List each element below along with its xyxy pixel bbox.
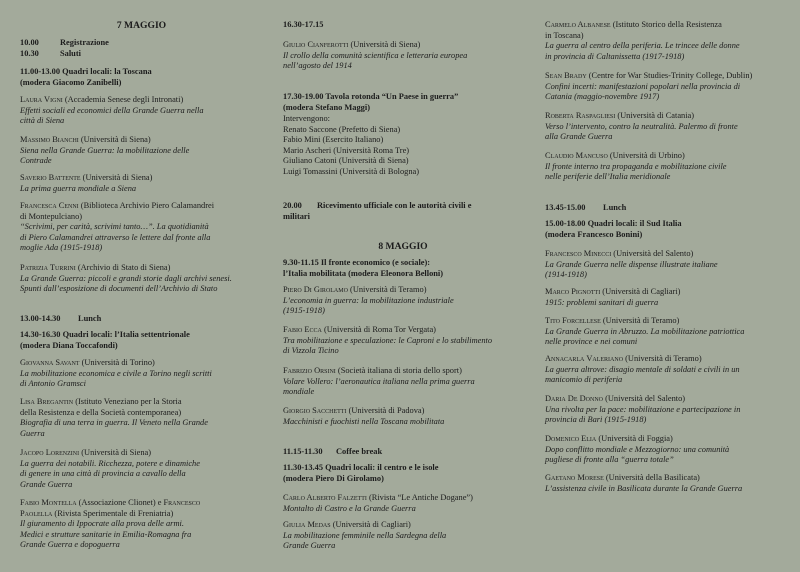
speaker-name: Fabio Ecca	[283, 325, 322, 334]
talk-entry	[283, 325, 523, 357]
speaker-affiliation: (Università di Siena)	[79, 448, 152, 457]
panel-list	[283, 114, 523, 178]
speaker-affiliation: di Montepulciano)	[20, 211, 83, 221]
talk-entry	[283, 520, 523, 552]
talk-entry	[20, 201, 263, 254]
speaker-name: Lisa Bregantin	[20, 397, 74, 406]
speaker-name: Saverio Battente	[20, 173, 81, 182]
talk-title-line: Il giuramento di Ippocrate alla prova delle armi.	[20, 519, 184, 528]
speaker-name: Gaetano Morese	[545, 473, 604, 482]
schedule-label: Ricevimento ufficiale con le autorità civili e	[317, 201, 472, 210]
schedule-time: 11.15-11.30	[283, 447, 323, 456]
talk-title-line: Verso l’intervento, contro la neutralità. Palermo di fronte	[545, 121, 738, 131]
session-heading-toscana	[20, 67, 263, 88]
session-moderator: (modera Diana Toccafondi)	[20, 340, 118, 350]
talk-entry	[20, 135, 263, 167]
talk-title-line: in provincia di Caltanissetta (1917-1918)	[545, 51, 685, 61]
speaker-name: Claudio Mancuso	[545, 151, 608, 160]
talk-title-line: L’economia in guerra: la mobilitazione industriale	[283, 295, 454, 305]
talk-entry	[545, 71, 790, 103]
session-heading-line: 9.30-11.15 Il fronte economico (e sociale):	[283, 258, 431, 267]
column-day1-evening-day2	[283, 0, 523, 572]
session-heading-line: 15.00-18.00 Quadri locali: il Sud Italia	[545, 219, 682, 228]
talk-title-line: La Grande Guerra nelle dispense illustrate italiane	[545, 259, 718, 269]
talk-entry	[20, 173, 263, 194]
speaker-affiliation: della Resistenza e della Società contemporanea)	[20, 407, 182, 417]
speaker-affiliation: (Università della Basilicata)	[603, 473, 700, 482]
session-heading-fronte-economico	[283, 258, 523, 279]
talk-title-line: La mobilitazione femminile nella Sardegna della	[283, 530, 447, 540]
speaker-affiliation: (Università di Siena)	[78, 135, 151, 144]
talk-title-line: 1915: problemi sanitari di guerra	[545, 297, 659, 307]
session-heading-tavola-rotonda	[283, 92, 523, 113]
speaker-name: Giovanna Savant	[20, 358, 80, 367]
talk-title-line: La guerra dei notabili. Ricchezza, potere e dinamiche	[20, 458, 200, 468]
speaker-affiliation: (Rivista Sperimentale di Freniatria)	[52, 508, 174, 518]
session-moderator: (modera Piero Di Girolamo)	[283, 473, 384, 483]
day-heading-may8: 8 MAGGIO	[378, 241, 428, 252]
speaker-name: Francesco	[163, 498, 201, 507]
column-day2-afternoon	[545, 0, 790, 572]
speaker-affiliation: (Università di Foggia)	[596, 434, 673, 443]
speaker-affiliation: (Università di Padova)	[346, 406, 425, 415]
speaker-name: Fabrizio Orsini	[283, 366, 336, 375]
speaker-name: Massimo Bianchi	[20, 135, 79, 144]
schedule-label: Saluti	[60, 49, 81, 58]
session-heading-centro-isole	[283, 463, 523, 484]
talk-title-line: manicomio di periferia	[545, 375, 623, 384]
talk-entry	[545, 354, 790, 386]
speaker-affiliation: (Università di Siena)	[80, 173, 153, 182]
talk-entry	[283, 285, 523, 317]
speaker-affiliation: (Università di Torino)	[79, 358, 155, 367]
speaker-affiliation: (Biblioteca Archivio Piero Calamandrei	[78, 201, 215, 210]
talk-title-line: Siena nella Grande Guerra: la mobilitazione delle	[20, 145, 190, 155]
talk-title-line: mondiale	[283, 387, 315, 396]
talk-entry	[20, 95, 263, 127]
column-day1	[20, 0, 263, 572]
talk-entry	[545, 20, 790, 62]
speaker-affiliation: (Università del Salento)	[603, 394, 686, 403]
coffee-break-slot	[283, 446, 523, 457]
talk-entry	[20, 397, 263, 439]
talk-title-line: provincia di Bari (1915-1918)	[545, 415, 647, 424]
talk-title-line: Una rivolta per la pace: mobilitazione e partecipazione in	[545, 404, 741, 414]
schedule-time: 13.00-14.30	[20, 314, 61, 323]
talk-title-line: di Vizzola Ticino	[283, 346, 339, 355]
talk-title-line: di genere in una città di provincia a cavallo della	[20, 469, 186, 478]
speaker-affiliation: (Università del Salento)	[611, 249, 694, 258]
talk-title-line: La Grande Guerra in Abruzzo. La mobilitazione patriottica	[545, 326, 745, 336]
session-heading-line: 17.30-19.00 Tavola rotonda “Un Paese in guerra”	[283, 92, 459, 101]
speaker-affiliation: (Università di Siena)	[348, 40, 421, 49]
talk-title-line: nelle province e nei comuni	[545, 337, 638, 346]
speaker-affiliation: (Società italiana di storia dello sport)	[335, 366, 462, 375]
speaker-affiliation: (Associazione Clionet) e	[76, 498, 164, 507]
talk-entry	[283, 406, 523, 427]
talk-title-line: Grande Guerra	[20, 479, 73, 489]
talk-title-line: La guerra al centro della periferia. Le trincee delle donne	[545, 41, 740, 50]
talk-entry	[545, 394, 790, 426]
talk-entry	[545, 316, 790, 348]
talk-entry	[20, 263, 263, 295]
schedule-time: 13.45-15.00	[545, 203, 586, 212]
talk-title-line: La guerra altrove: disagio mentale di soldati e civili in un	[545, 364, 740, 374]
speaker-name: Domenico Elia	[545, 434, 597, 443]
session-moderator: (modera Stefano Maggi)	[283, 102, 370, 112]
talk-entry	[20, 498, 263, 551]
session-heading-sud-italia	[545, 219, 790, 240]
talk-title-line: Contrade	[20, 156, 52, 165]
talk-entry	[283, 366, 523, 398]
speaker-name: Carlo Alberto Falzetti	[283, 493, 367, 502]
talk-title-line: moglie Ada (1915-1918)	[20, 243, 103, 252]
talk-title-line: città di Siena	[20, 116, 65, 125]
session-heading-line: 11.30-13.45 Quadri locali: il centro e le isole	[283, 463, 439, 472]
talk-entry	[20, 358, 263, 390]
speaker-name: Sean Brady	[545, 71, 587, 80]
schedule-time: 10.00	[20, 38, 39, 47]
talk-title-line: (1914-1918)	[545, 270, 587, 279]
session-moderator: (modera Francesco Bonini)	[545, 229, 643, 239]
schedule-time: 10.30	[20, 49, 39, 58]
panel-member: Fabio Mini (Esercito Italiano)	[283, 135, 384, 145]
speaker-affiliation: (Università di Cagliari)	[330, 520, 411, 529]
talk-title-line: La mobilitazione economica e civile a Torino negli scritti	[20, 368, 212, 378]
talk-entry	[545, 249, 790, 281]
speaker-name: Giorgio Sacchetti	[283, 406, 347, 415]
schedule-time: 20.00	[283, 201, 302, 210]
talk-title-line: Macchinisti e fuochisti nella Toscana mobilitata	[283, 416, 445, 426]
talk-entry	[545, 111, 790, 143]
speaker-name: Francesco Minecci	[545, 249, 612, 258]
talk-title-line: “Scrivimi, per carità, scrivimi tanto…”. La quotidianità	[20, 222, 209, 231]
speaker-affiliation: (Istituto Storico della Resistenza	[610, 20, 722, 29]
panel-member: Giuliano Catoni (Università di Siena)	[283, 156, 409, 166]
talk-title-line: di Antonio Gramsci	[20, 379, 86, 388]
talk-title-line: alla Grande Guerra	[545, 132, 613, 141]
speaker-name: Piero Di Girolamo	[283, 285, 348, 294]
talk-title-line: Confini incerti: manifestazioni popolari nella provincia di	[545, 81, 741, 91]
talk-entry	[545, 434, 790, 466]
talk-title-line: Tra mobilitazione e speculazione: le Caproni e lo stabilimento	[283, 335, 493, 345]
talk-title-line: nelle periferie dell’Italia meridionale	[545, 172, 671, 181]
speaker-name: Francesca Cenni	[20, 201, 79, 210]
speaker-affiliation: (Rivista “Le Antiche Dogane”)	[366, 493, 473, 502]
talk-title-line: Montalto di Castro e la Grande Guerra	[283, 503, 416, 513]
speaker-affiliation: (Università di Teramo)	[623, 354, 702, 363]
talk-title-line: Grande Guerra	[283, 541, 336, 550]
speaker-name: Daria De Donno	[545, 394, 603, 403]
panel-member: Renato Saccone (Prefetto di Siena)	[283, 124, 401, 134]
talk-title-line: nell’agosto del 1914	[283, 61, 352, 70]
talk-entry	[20, 448, 263, 490]
speaker-name: Jacopo Lorenzini	[20, 448, 80, 457]
panel-member: Luigi Tomassini (Università di Bologna)	[283, 166, 420, 176]
panel-member: Mario Ascheri (Università Roma Tre)	[283, 145, 410, 155]
session-heading-line: 14.30-16.30 Quadri locali: l’Italia settentrionale	[20, 330, 190, 339]
speaker-affiliation: (Università di Urbino)	[607, 151, 685, 160]
talk-title-line: di Piero Calamandrei attraverso le lettere dal fronte alla	[20, 232, 211, 242]
session-moderator: l’Italia mobilitata (modera Eleonora Belloni)	[283, 268, 444, 278]
talk-entry	[283, 40, 523, 72]
talk-title-line: Spunti dall’esposizione di documenti dell’Archivio di Stato	[20, 284, 218, 293]
talk-title-line: Grande Guerra e dopoguerra	[20, 540, 120, 549]
schedule-label: Coffee break	[336, 447, 383, 456]
speaker-affiliation: in Toscana)	[545, 30, 584, 40]
speaker-name: Patrizia Turrini	[20, 263, 76, 272]
schedule-label: militari	[283, 212, 310, 221]
speaker-name: Laura Vigni	[20, 95, 63, 104]
schedule-saluti	[20, 48, 263, 59]
speaker-affiliation: (Università di Catania)	[615, 111, 695, 120]
talk-title-line: Dopo conflitto mondiale e Mezzogiorno: una comunità	[545, 444, 730, 454]
speaker-name: Roberta Raspagliesi	[545, 111, 616, 120]
talk-title-line: L’assistenza civile in Basilicata durante la Grande Guerra	[545, 483, 743, 493]
session-heading-nord	[20, 330, 263, 351]
talk-title-line: Medici e strutture sanitarie in Emilia-Romagna fra	[20, 529, 192, 539]
talk-entry	[545, 287, 790, 308]
talk-entry	[283, 493, 523, 514]
speaker-name: Giulio Cianferotti	[283, 40, 349, 49]
talk-entry	[545, 473, 790, 494]
lunch-slot	[20, 313, 263, 324]
talk-title-line: Guerra	[20, 428, 45, 438]
speaker-affiliation: (Università di Teramo)	[600, 316, 680, 325]
speaker-affiliation: (Istituto Veneziano per la Storia	[73, 397, 182, 406]
talk-title-line: La prima guerra mondiale a Siena	[20, 183, 137, 193]
speaker-name: Annacarla Valeriano	[545, 354, 624, 363]
speaker-name: Paolella	[20, 508, 53, 518]
session-moderator: (modera Giacomo Zanibelli)	[20, 77, 122, 87]
panel-intro: Intervengono:	[283, 114, 330, 123]
speaker-name: Carmelo Albanese	[545, 20, 611, 29]
reception-slot	[283, 200, 523, 222]
talk-title-line: pugliese di fronte alla “guerra totale”	[545, 455, 674, 464]
talk-title-line: Catania (maggio-novembre 1917)	[545, 92, 660, 101]
speaker-affiliation: (Archivio di Stato di Siena)	[75, 263, 171, 272]
day-heading-may7: 7 MAGGIO	[116, 20, 167, 31]
schedule-label: Lunch	[603, 203, 627, 212]
session-heading-line: 16.30-17.15	[283, 20, 324, 29]
schedule-label: Registrazione	[60, 38, 109, 47]
lunch-slot	[545, 202, 790, 213]
talk-title-line: Il crollo della comunità scientifica e letteraria europea	[283, 50, 468, 60]
speaker-affiliation: (Università di Roma Tor Vergata)	[321, 325, 436, 334]
talk-title-line: La Grande Guerra: piccoli e grandi storie dagli archivi senesi.	[20, 273, 232, 283]
speaker-affiliation: (Università di Cagliari)	[600, 287, 681, 296]
session-heading-cianferotti	[283, 20, 523, 31]
session-heading-line: 11.00-13.00 Quadri locali: la Toscana	[20, 67, 152, 76]
speaker-name: Marco Pignotti	[545, 287, 601, 296]
schedule-registrazione	[20, 37, 263, 48]
speaker-affiliation: (Università di Teramo)	[347, 285, 427, 294]
talk-title-line: Effetti sociali ed economici della Grande Guerra nella	[20, 105, 204, 115]
talk-title-line: (1915-1918)	[283, 306, 325, 315]
talk-title-line: Volare Vollero: l’aeronautica italiana nella prima guerra	[283, 376, 475, 386]
talk-title-line: Il fronte interno tra propaganda e mobilitazione civile	[545, 161, 727, 171]
schedule-label: Lunch	[78, 314, 102, 323]
speaker-affiliation: (Centre for War Studies-Trinity College, Dublin)	[586, 71, 753, 80]
speaker-name: Fabio Montella	[20, 498, 77, 507]
talk-entry	[545, 151, 790, 183]
speaker-name: Giulia Medas	[283, 520, 331, 529]
talk-title-line: Biografia di una terra in guerra. Il Veneto nella Grande	[20, 418, 208, 427]
speaker-name: Tito Forcellese	[545, 316, 601, 325]
speaker-affiliation: (Accademia Senese degli Intronati)	[62, 95, 184, 104]
